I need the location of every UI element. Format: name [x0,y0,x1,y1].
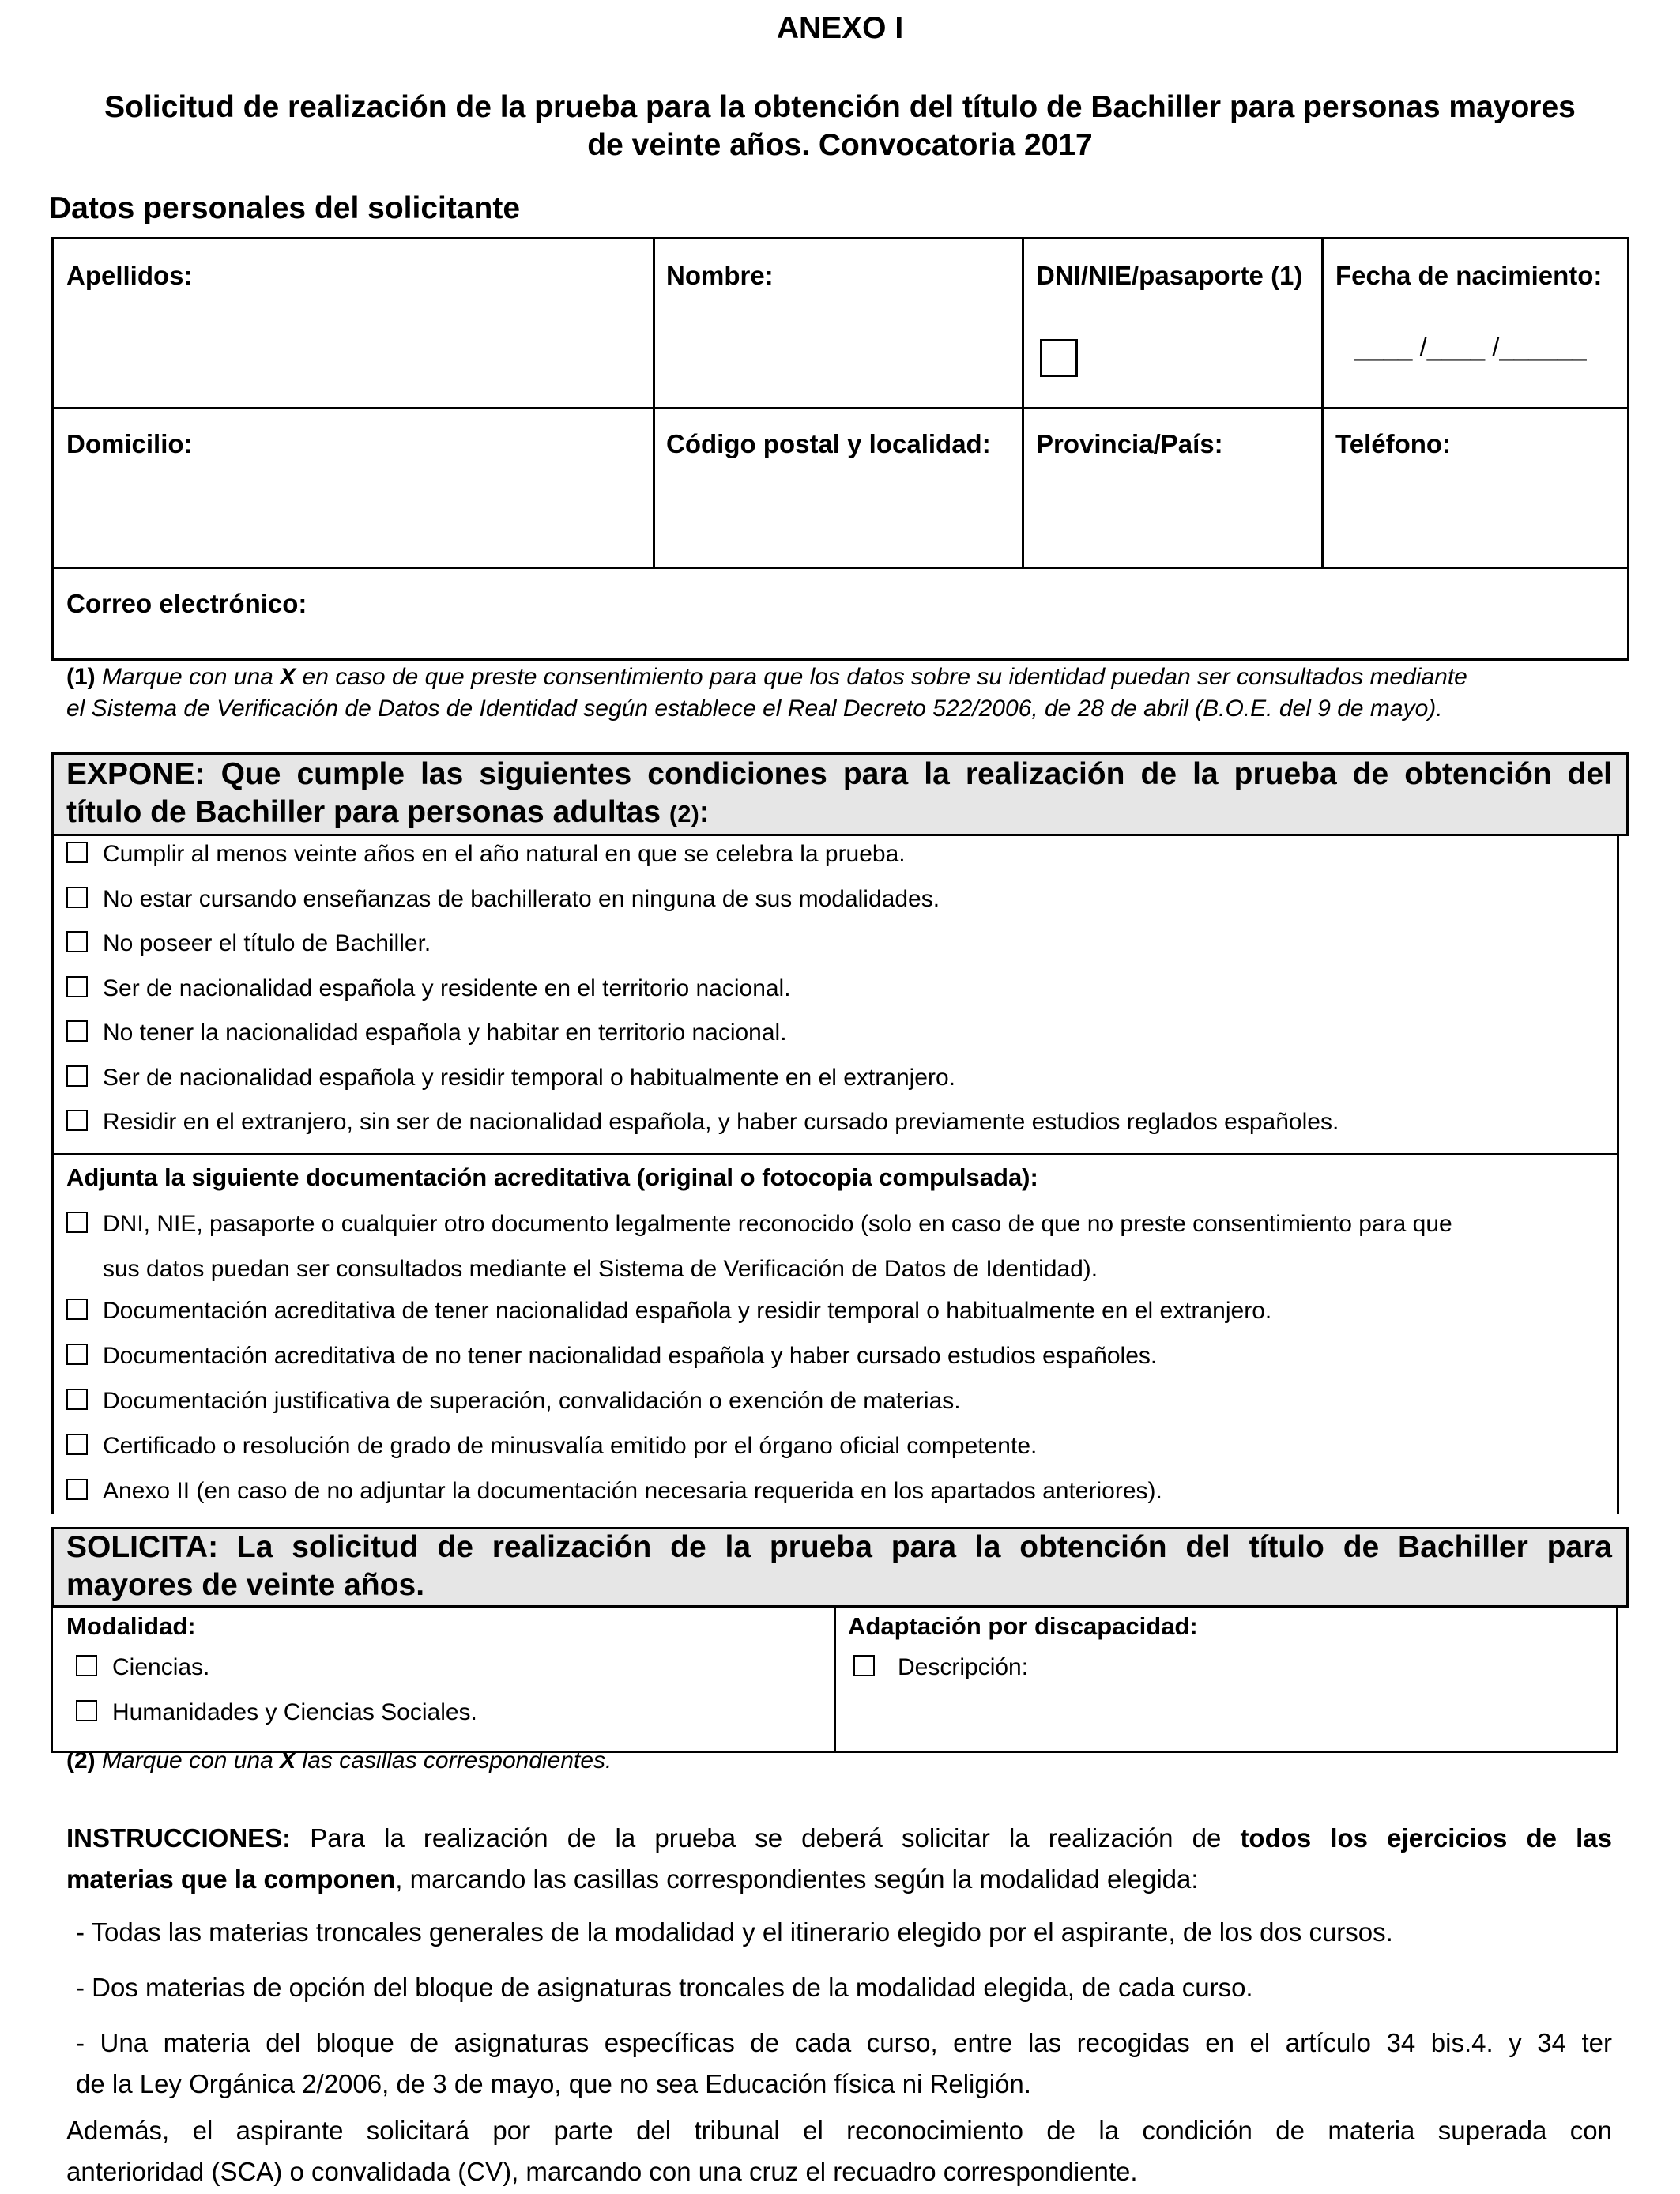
checkbox[interactable] [66,1212,88,1233]
table-divider [653,237,655,568]
instrucciones-paragraph-2: Además, el aspirante solicitará por parte del tribunal el reconocimiento de la condición de materia superada con anterioridad (SCA) o convalidada (CV), marcando con una cruz el recuadro correspondiente. [66,2116,1612,2186]
correo-label: Correo electrónico: [66,589,307,618]
apellidos-label: Apellidos: [66,261,193,290]
footnote-1: (1) Marque con una X en caso de que preste consentimiento para que los datos sobre su identidad puedan ser consultados mediante el Sistema de Verificación de Datos de Identidad según establece el Real Decreto 522/2006, de 28 de abril (B.O.E. del 9 de mayo). [66,664,1467,722]
list-item-label: Ser de nacionalidad española y residir temporal o habitualmente en el extranjero. [103,1064,955,1091]
instrucciones-bullet-2: - Dos materias de opción del bloque de asignaturas troncales de la modalidad elegida, de cada curso. [76,1973,1253,2002]
instrucciones-bullet-3: - Una materia del bloque de asignaturas específicas de cada curso, entre las recogidas en el artículo 34 bis.4. y 34 ter de la Ley Orgánica 2/2006, de 3 de mayo, que no sea Educación física ni Religión. [76,2028,1612,2098]
modalidad-label: Modalidad: [66,1612,196,1640]
expone-divider [51,1153,1619,1155]
domicilio-label: Domicilio: [66,429,193,458]
checkbox[interactable] [66,1020,88,1042]
adjunta-border [51,1154,54,1514]
adjunta-item: DNI, NIE, pasaporte o cualquier otro documento legalmente reconocido (solo en caso de que no preste consentimiento para que sus datos puedan ser consultados mediante el Sistema de Verificación de Datos de Identidad). [66,1208,1607,1280]
table-divider [1022,237,1024,568]
list-item-label: No estar cursando enseñanzas de bachillerato en ninguna de sus modalidades. [103,885,940,912]
adaptacion-descripcion: Descripción: [853,1652,1486,1683]
expone-border [1617,835,1619,1154]
checkbox[interactable] [66,1299,88,1320]
list-item-label: Certificado o resolución de grado de minusvalía emitido por el órgano oficial competente. [103,1433,1038,1459]
list-item [66,1017,1607,1049]
subtitle-line-2: de veinte años. Convocatoria 2017 [587,128,1093,162]
table-divider [1321,237,1324,568]
list-item-label: Documentación acreditativa de no tener nacionalidad española y haber cursado estudios españoles. [103,1343,1158,1369]
list-item [66,928,1607,959]
table-divider [51,567,1629,569]
modalidad-option-humanidades: Humanidades y Ciencias Sociales. [76,1697,787,1728]
checkbox[interactable] [66,842,88,863]
checkbox[interactable] [66,1434,88,1455]
adaptacion-label: Adaptación por discapacidad: [848,1612,1198,1640]
solicita-heading: SOLICITA: La solicitud de realización de la prueba para la obtención del título de Bachiller para mayores de veinte años. [66,1530,1612,1602]
list-item-label: Residir en el extranjero, sin ser de nacionalidad española, y haber cursado previamente estudios reglados españoles. [103,1109,1339,1135]
list-item-label: Documentación justificativa de superación, convalidación o exención de materias. [103,1388,961,1414]
instrucciones-paragraph: INSTRUCCIONES: Para la realización de la prueba se deberá solicitar la realización de todos los ejercicios de las materias que la componen, marcando las casillas correspondientes según la modalidad elegida: [66,1823,1613,1894]
subtitle-line-1: Solicitud de realización de la prueba para la obtención del título de Bachiller para personas mayores [104,90,1576,124]
list-item-label: Documentación acreditativa de tener nacionalidad española y residir temporal o habitualmente en el extranjero. [103,1298,1272,1324]
checkbox[interactable] [66,887,88,908]
solicita-divider [834,1606,836,1753]
list-item-label: No poseer el título de Bachiller. [103,930,431,956]
list-item [66,1385,1607,1417]
list-item [66,1476,1607,1507]
fecha-nacimiento-label: Fecha de nacimiento: [1335,261,1603,290]
list-item [66,973,1607,1005]
list-item [66,1295,1607,1327]
checkbox[interactable] [853,1655,875,1676]
checkbox[interactable] [66,1065,88,1087]
checkbox[interactable] [66,1389,88,1410]
document-title: ANEXO I [776,11,904,45]
telefono-label: Teléfono: [1335,429,1452,458]
checkbox[interactable] [76,1700,97,1721]
adjunta-heading: Adjunta la siguiente documentación acreditativa (original o fotocopia compulsada): [66,1163,1038,1191]
codigo-postal-label: Código postal y localidad: [666,429,991,458]
checkbox[interactable] [66,976,88,997]
adjunta-border [1617,1154,1619,1514]
footnote-2: (2) Marque con una X las casillas correspondientes. [66,1747,612,1774]
section-heading-personal: Datos personales del solicitante [49,191,521,225]
list-item [66,1106,1607,1138]
fecha-nacimiento-field[interactable]: ____ /____ /______ [1354,332,1587,361]
list-item [66,1431,1607,1462]
provincia-label: Provincia/País: [1036,429,1223,458]
checkbox[interactable] [76,1655,97,1676]
list-item [66,884,1607,915]
list-item-label: Anexo II (en caso de no adjuntar la documentación necesaria requerida en los apartados anteriores). [103,1478,1162,1504]
checkbox[interactable] [66,931,88,952]
modalidad-option-ciencias: Ciencias. [76,1652,708,1683]
table-divider [51,407,1629,409]
instrucciones-bullet-1: - Todas las materias troncales generales de la modalidad y el itinerario elegido por el aspirante, de los dos cursos. [76,1917,1393,1947]
document-subtitle [47,89,1633,164]
list-item [66,839,1607,870]
nombre-label: Nombre: [666,261,774,290]
list-item-label: No tener la nacionalidad española y habitar en territorio nacional. [103,1020,787,1046]
list-item [66,1340,1607,1372]
checkbox[interactable] [66,1110,88,1131]
dni-label: DNI/NIE/pasaporte (1) [1036,261,1303,290]
list-item-label: Ser de nacionalidad española y residente en el territorio nacional. [103,974,791,1001]
expone-heading: EXPONE: Que cumple las siguientes condiciones para la realización de la prueba de obtención del título de Bachiller para personas adultas (2): [66,757,1612,829]
expone-border [51,835,54,1154]
list-item [66,1062,1607,1094]
list-item-label: Cumplir al menos veinte años en el año natural en que se celebra la prueba. [103,841,906,867]
checkbox[interactable] [66,1344,88,1365]
checkbox[interactable] [66,1479,88,1500]
dni-consent-checkbox[interactable] [1040,339,1078,377]
